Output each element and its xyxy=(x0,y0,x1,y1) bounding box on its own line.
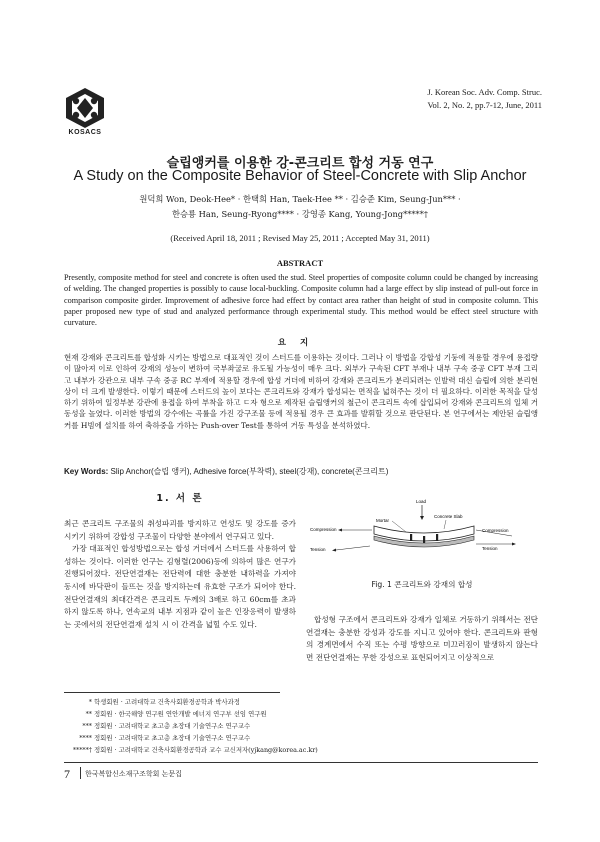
title-korean: 슬립앵커를 이용한 강-콘크리트 합성 거동 연구 xyxy=(166,156,434,171)
left-column xyxy=(64,518,296,631)
authors-line-2: 한승룡 Han, Seung-Ryong**** · 강영종 Kang, Young-Jong*****† xyxy=(172,209,428,219)
keywords-text: Slip Anchor(슬립 앵커), Adhesive force(부착력), steel(강재), concrete(콘크리트) xyxy=(110,467,389,476)
paragraph-1: 최근 콘크리트 구조물의 취성파괴를 방지하고 연성도 및 강도를 증가시키기 위하여 강합성 구조물이 다양한 분야에서 연구되고 있다. xyxy=(64,519,296,541)
author-list xyxy=(0,192,600,222)
footer-separator xyxy=(80,767,81,779)
figure-1-caption: Fig. 1 콘크리트와 강재의 합성 xyxy=(371,580,473,589)
abstract-body: Presently, composite method for steel and concrete is often used the stud. Steel properties of composite column could be changed by increasing of welding. The changed properties is possibly to cause local-buckling. Composite column had a large effect by slip instead of pull-out force in comparison composite girder. Improvement of adhesive force had effect by contact area rather than height of stud in composite column. This paper proposed new type of stud and analyzed performance through experimental study. This method would be effect steel structure with curvature. xyxy=(64,273,538,328)
logo-text: KOSACS xyxy=(68,129,102,136)
journal-citation xyxy=(427,86,542,112)
keywords-label: Key Words: xyxy=(64,467,109,476)
stud-mark xyxy=(410,534,412,541)
authors-line-1: 원덕희 Won, Deok-Hee* · 한택희 Han, Taek-Hee ** · 김승준 Kim, Seung-Jun*** · xyxy=(139,194,461,204)
page-number: 7 xyxy=(64,767,70,781)
footnote-divider xyxy=(64,692,280,693)
journal-line-1: J. Korean Soc. Adv. Comp. Struc. xyxy=(427,87,542,97)
stud-mark xyxy=(423,536,425,543)
figure-1 xyxy=(306,496,538,576)
fig-label-compression: Compression xyxy=(310,527,337,532)
fig-label-tension-right: Tension xyxy=(482,546,498,551)
right-column-paragraph: 합성형 구조에서 콘크리트와 강재가 일체로 거동하기 위해서는 전단연결재는 충분한 강성과 강도를 지니고 있어야 한다. 콘크리트와 판형의 경계면에서 수직 또는 수평 방향으로 미끄러짐이 발생하지 않는다면 전단연결재는 무한 강성으로 표현되어지고 이상적으로 xyxy=(306,615,538,662)
keywords xyxy=(64,466,538,477)
yoji-body: 현재 강재와 콘크리트를 합성화 시키는 방법으로 대표적인 것이 스터드를 이용하는 것이다. 그러나 이 방법을 강합성 기둥에 적용할 경우에 용접량이 많아져 이로 인하여 강재의 성능이 변하여 국부좌굴로 유도될 가능성이 매우 크다. 외부가 구속된 CFT 부재나 내부 구속 중공 CFT 부재 그리고 내부가 강관으로 내부 구속 중공 RC 부재에 적용할 경우에 합성 거더에 비하여 강재와 콘크리트가 분리되려는 인발력 대신 슬립에 의한 분리현상이 더 크게 발생한다. 이렇기 때문에 스터드의 높이 보다는 콘크리트와 강재가 합성되는 면적을 넓혀주는 것이 더 필요하다. 이러한 목적을 달성하기 위하여 일정부분 강관에 용접을 하여 부착을 하고 ㄷ자 형으로 제작된 슬립앵커의 철근이 콘크리트 속에 삽입되어 강재와 콘크리트의 일체 거동성을 높였다. 이러한 방법의 강수에는 곡률을 가진 강구조물 등에 적용될 경우 큰 효과를 발휘할 것으로 판단된다. 본 연구에서는 제안된 슬립앵커를 H빔에 설치를 하여 축하중을 가하는 Push-over Test를 통하여 거동 특성을 분석하였다. xyxy=(64,353,538,430)
footnote-item: *** 정회원 · 고려대학교 초고층 초장대 기술연구소 연구교수 xyxy=(82,722,251,731)
kosacs-logo xyxy=(62,86,108,130)
yoji-heading: 요지 xyxy=(277,338,323,348)
footnote-item: *****† 정회원 · 고려대학교 건축사회환경공학과 교수 교신저자(yjkang@korea.ac.kr) xyxy=(72,746,318,755)
fig-label-load: Load xyxy=(416,499,427,504)
abstract-heading: ABSTRACT xyxy=(276,258,324,268)
footer-divider xyxy=(64,762,538,763)
fig-label-mortar: Mortar xyxy=(376,518,390,523)
footnote-item: * 학생회원 · 고려대학교 건축사회환경공학과 박사과정 xyxy=(88,698,240,706)
stud-mark xyxy=(436,534,438,541)
footnotes xyxy=(64,696,484,756)
fig-label-compression-right: Compression xyxy=(482,528,509,533)
received-dates: (Received April 18, 2011 ; Revised May 25, 2011 ; Accepted May 31, 2011) xyxy=(170,233,430,243)
fig-label-slab: Concrete Slab xyxy=(434,514,463,519)
footer-journal-name: 한국복합신소재구조학회 논문집 xyxy=(85,770,182,778)
journal-line-2: Vol. 2, No. 2, pp.7-12, June, 2011 xyxy=(427,100,542,110)
fig-label-tension: Tension xyxy=(310,547,326,552)
footnote-item: ** 정회원 · 한국해양 연구원 연안개발 에너지 연구부 선임 연구원 xyxy=(85,710,267,719)
footnote-item: **** 정회원 · 고려대학교 초고층 초장대 기술연구소 연구교수 xyxy=(79,734,251,743)
section-1-heading: 1. 서 론 xyxy=(156,493,204,504)
title-english: A Study on the Composite Behavior of Steel-Concrete with Slip Anchor xyxy=(73,168,527,184)
paragraph-2: 가장 대표적인 합성방법으로는 합성 거더에서 스터드를 사용하여 합성하는 것이다. 이러한 연구는 김형렬(2006)등에 의하여 많은 연구가 진행되어졌다. 전단연결재는 전단력에 대한 충분한 내하력을 가져야 동시에 바닥판이 들뜨는 것을 방지하는데 유효한 구조가 되어야 한다. 전단연결재의 최대간격은 콘크리트 두께의 3배로 하고 60cm를 초과하지 않도록 하나, 연속교의 내부 지점과 같이 높은 인장응력이 발생하는 곳에서의 전단연결재 설치 시 이 간격을 넓힐 수도 있다. xyxy=(64,544,296,629)
